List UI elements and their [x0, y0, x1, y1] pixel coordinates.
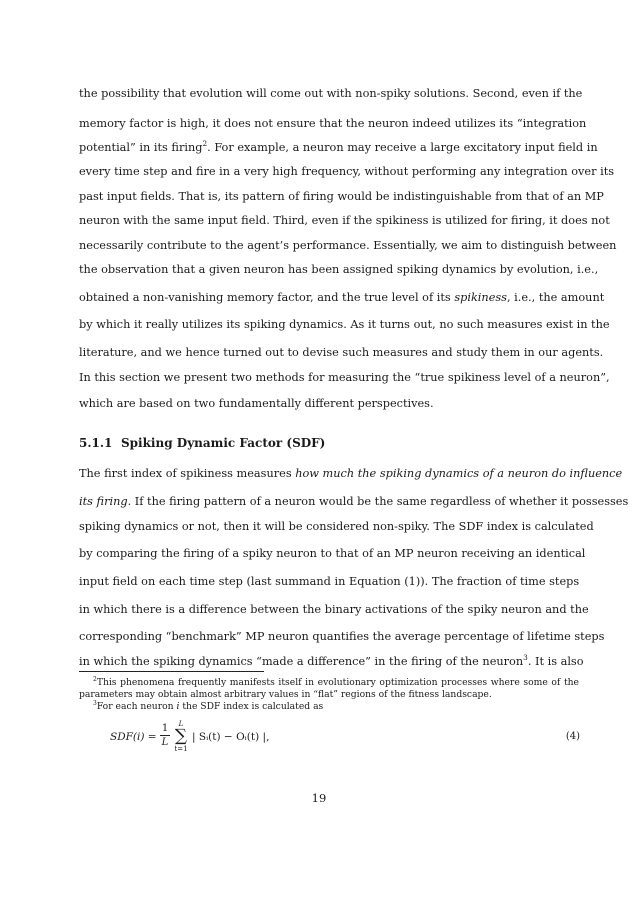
footnote-line: parameters may obtain almost arbitrary values in “flat” regions of the fitness landscape.: [79, 689, 492, 700]
footnote-mark: 2: [93, 675, 97, 683]
body-text-line: [79, 291, 605, 305]
fraction-bar: [160, 735, 170, 736]
body-text-line: which are based on two fundamentally different perspectives.: [79, 397, 434, 410]
emphasis-text: spikiness: [454, 291, 507, 304]
equation: [110, 720, 580, 756]
body-text-line: literature, and we hence turned out to devise such measures and study them in our agents.: [79, 346, 604, 359]
body-text-line: every time step and fire in a very high frequency, without performing any integration over its: [79, 165, 615, 178]
body-text-line: [79, 653, 584, 669]
body-text-line: the possibility that evolution will come out with non-spiky solutions. Second, even if the: [79, 87, 583, 100]
body-text-segment: . For example, a neuron may receive a large excitatory input field in: [207, 141, 598, 154]
body-text-segment: in which the spiking dynamics “made a difference” in the firing of the neuron: [79, 655, 524, 668]
emphasis-text: how much the spiking dynamics of a neuron do influence: [295, 467, 623, 480]
footnote-text: the SDF index is calculated as: [179, 701, 324, 712]
fraction-denominator: L: [161, 737, 169, 748]
body-text-segment: . It is also: [527, 655, 584, 668]
section-title: Spiking Dynamic Factor (SDF): [121, 436, 326, 450]
equation-number: (4): [565, 731, 580, 742]
summation-upper-limit: L: [178, 720, 184, 728]
footnote-text: This phenomena frequently manifests itself in evolutionary optimization processes where some of the: [96, 677, 579, 688]
body-text-line: spiking dynamics or not, then it will be considered non-spiky. The SDF index is calculated: [79, 520, 594, 533]
summation-lower-limit: t=1: [174, 745, 188, 753]
body-text-line: past input fields. That is, its pattern of firing would be indistinguishable from that of an MP: [79, 190, 604, 203]
summation-symbol: ∑: [174, 726, 188, 746]
footnote-mark: 3: [93, 699, 97, 707]
section-number: 5.1.1: [79, 436, 113, 450]
body-text-segment: , i.e., the amount: [506, 291, 605, 304]
body-text-line: [79, 467, 623, 481]
equation-body: | Sᵢ(t) − Oᵢ(t) |,: [192, 731, 270, 743]
fraction-numerator: 1: [161, 723, 169, 734]
body-text-line: input field on each time step (last summand in Equation (1)). The fraction of time steps: [79, 575, 580, 588]
body-text-line: corresponding “benchmark” MP neuron quantifies the average percentage of lifetime steps: [79, 630, 605, 643]
footnote-line: [79, 701, 593, 713]
footnote-line: [79, 677, 579, 689]
footnote-ref[interactable]: 2: [202, 139, 208, 149]
emphasis-text: its firing: [79, 495, 128, 508]
footnote-text: For each neuron: [96, 701, 177, 712]
body-text-line: the observation that a given neuron has been assigned spiking dynamics by evolution, i.e.,: [79, 263, 599, 276]
body-text-line: in which there is a difference between the binary activations of the spiky neuron and the: [79, 603, 589, 616]
footnote-variable: i: [176, 701, 180, 712]
body-text-segment: The first index of spikiness measures: [79, 467, 296, 480]
footnote-ref[interactable]: 3: [523, 653, 528, 663]
body-text-line: memory factor is high, it does not ensure that the neuron indeed utilizes its “integration: [79, 117, 587, 130]
summation: [174, 720, 188, 753]
body-text-line: neuron with the same input field. Third, even if the spikiness is utilized for firing, it does not: [79, 214, 610, 227]
body-text-line: necessarily contribute to the agent’s performance. Essentially, we aim to distinguish between: [79, 239, 617, 252]
section-heading: [79, 436, 325, 450]
body-text-line: [79, 495, 629, 509]
body-text-line: by which it really utilizes its spiking dynamics. As it turns out, no such measures exist in the: [79, 318, 610, 331]
body-text-segment: obtained a non-vanishing memory factor, and the true level of its: [79, 291, 455, 304]
equation-fraction: [160, 723, 170, 748]
body-text-line: [79, 139, 598, 155]
body-text-segment: . If the firing pattern of a neuron would be the same regardless of whether it possesses: [127, 495, 629, 508]
equation-lhs: SDF(i) =: [110, 731, 157, 743]
footnote-rule: [79, 671, 264, 672]
body-text-line: In this section we present two methods for measuring the “true spikiness level of a neuron”,: [79, 371, 610, 384]
body-text-segment: potential” in its firing: [79, 141, 203, 154]
body-text-line: by comparing the firing of a spiky neuron to that of an MP neuron receiving an identical: [79, 547, 586, 560]
page-number: 19: [311, 791, 327, 805]
